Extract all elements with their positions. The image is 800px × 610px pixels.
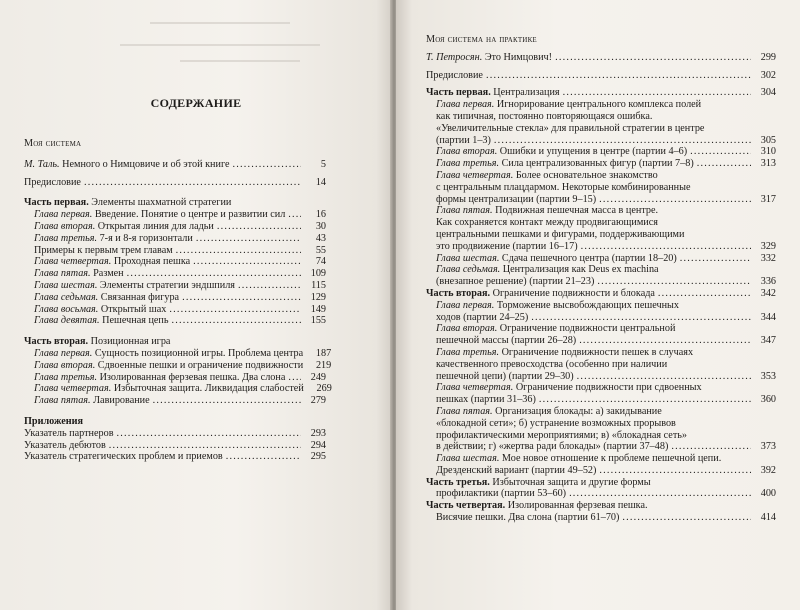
- chapter-label: Глава пятая.: [34, 268, 91, 280]
- leader-dots: [84, 177, 301, 189]
- leader-dots: [531, 312, 751, 324]
- part-title: Изолированная ферзевая пешка.: [507, 500, 648, 512]
- leader-dots: [569, 488, 751, 500]
- entry-title-cont: пешечной цепи) (партии 29–30): [436, 370, 574, 382]
- leader-dots: [169, 304, 301, 316]
- chapter-label: Глава первая.: [436, 99, 495, 111]
- entry-title-cont: ходов (партии 24–25): [436, 311, 529, 323]
- contents-title: СОДЕРЖАНИЕ: [150, 96, 242, 110]
- toc-entry[interactable]: [436, 441, 776, 453]
- chapter-label: Глава шестая.: [34, 279, 98, 291]
- part-title: Централизация: [493, 87, 560, 99]
- entry-title-cont: как типичная, постоянно повторяющаяся ошибка.: [436, 110, 653, 122]
- right-toc: [426, 34, 776, 524]
- entry-title: Открытая линия для ладьи: [97, 220, 214, 232]
- entry-title: Организация блокады: а) закидывание: [495, 405, 662, 417]
- entry-title-cont: (внезапное решение) (партии 21–23): [436, 276, 595, 288]
- leader-dots: [539, 394, 751, 406]
- part-title-cont: Висячие пешки. Два слона (партии 61–70): [436, 512, 620, 524]
- toc-entry[interactable]: [24, 159, 326, 171]
- chapter-label: Глава пятая.: [436, 205, 493, 217]
- entry-title: Указатель стратегических проблем и приемов: [24, 451, 223, 463]
- leader-dots: [622, 512, 751, 524]
- left-page: [0, 0, 392, 610]
- leader-dots: [217, 221, 301, 233]
- entry-title: Ограничение подвижности при сдвоенных: [515, 382, 702, 394]
- part-heading: [24, 336, 326, 348]
- leader-dots: [671, 441, 751, 453]
- toc-entry[interactable]: [24, 428, 326, 440]
- entry-title: Централизация как Deus ex machina: [502, 264, 659, 276]
- entry-page: 155: [310, 315, 326, 327]
- leader-dots: [581, 241, 751, 253]
- entry-page: 329: [760, 240, 776, 252]
- toc-entry[interactable]: [34, 268, 326, 280]
- leader-dots: [172, 315, 301, 327]
- toc-entry[interactable]: [436, 194, 776, 206]
- entry-title: Подвижная пешечная масса в центре.: [495, 205, 659, 217]
- entry-page: 310: [760, 146, 776, 158]
- entry-title: Пешечная цепь: [102, 315, 169, 327]
- entry-author: М. Таль.: [24, 158, 60, 170]
- part-entry[interactable]: [426, 288, 776, 300]
- entry-page: 129: [310, 291, 326, 303]
- toc-entry[interactable]: [34, 280, 326, 292]
- part2-chapter-list: [426, 300, 776, 477]
- toc-entry[interactable]: [436, 158, 776, 170]
- toc-entry[interactable]: [34, 359, 332, 372]
- toc-entry[interactable]: [436, 312, 776, 324]
- part-title-cont: профилактики (партии 53–60): [436, 488, 567, 500]
- toc-entry[interactable]: [436, 394, 776, 406]
- entry-title: Примеры к первым трем главам: [34, 244, 173, 256]
- entry-page: 295: [310, 451, 326, 463]
- entry-title-cont: «блокадной сети»; б) устранение возможных прорывов: [436, 417, 676, 429]
- chapter-label: Глава шестая.: [436, 453, 500, 465]
- section-heading: Моя система на практике: [426, 34, 537, 45]
- part1-chapter-list: [426, 99, 776, 288]
- chapter-label: Глава четвертая.: [436, 169, 514, 181]
- chapter-label: Глава четвертая.: [34, 383, 112, 395]
- part-label: Часть вторая.: [24, 336, 89, 348]
- entry-title: Сдача пешечного центра (партии 18–20): [501, 252, 677, 264]
- entry-page: 347: [760, 335, 776, 347]
- entry-title: Немного о Нимцовиче и об этой книге: [62, 158, 230, 170]
- entry-title-cont: с центральным плацдармом. Некоторые комбинированные: [436, 181, 691, 193]
- leader-dots: [117, 428, 301, 440]
- entry-title-cont: качественного превосходства (особенно при наличии: [436, 358, 668, 370]
- entry-title: Указатель дебютов: [24, 439, 106, 451]
- toc-entry[interactable]: [34, 383, 332, 395]
- toc-entry[interactable]: [436, 276, 776, 288]
- entry-title: Сущность позиционной игры. Проблема центра: [94, 347, 304, 359]
- part-label: Часть четвертая.: [426, 500, 506, 512]
- part-heading: [24, 197, 326, 209]
- entry-title: 7-я и 8-я горизонтали: [99, 232, 193, 244]
- chapter-label: Глава первая.: [34, 209, 93, 221]
- toc-entry[interactable]: [426, 52, 776, 64]
- entry-title: Элементы стратегии эндшпиля: [99, 279, 235, 291]
- entry-title-cont: Как сохраняется контакт между продвигающимися: [436, 217, 658, 229]
- entry-page: 109: [310, 268, 326, 280]
- entry-page: 293: [310, 427, 326, 439]
- chapter-label: Глава третья.: [34, 371, 98, 383]
- leader-dots: [288, 372, 301, 384]
- entry-page: 115: [311, 279, 326, 291]
- leader-dots: [288, 209, 301, 221]
- chapter-label: Глава шестая.: [436, 252, 500, 264]
- entry-title: Изолированная ферзевая пешка. Два слона: [99, 371, 286, 383]
- leader-dots: [599, 194, 751, 206]
- appendix-heading: [24, 416, 326, 428]
- leader-dots: [697, 158, 751, 170]
- entry-page: 14: [315, 176, 326, 188]
- chapter-label: Глава пятая.: [436, 405, 493, 417]
- toc-entry[interactable]: [34, 233, 326, 245]
- toc-entry[interactable]: [436, 253, 776, 265]
- bleed-through-text: [120, 44, 320, 46]
- toc-entry[interactable]: [34, 221, 326, 233]
- toc-entry[interactable]: [34, 256, 326, 268]
- entry-title-cont: в действии; г) «жертва ради блокады» (партии 37–48): [436, 441, 669, 453]
- leader-dots: [182, 292, 301, 304]
- entry-title: Открытый шах: [100, 303, 167, 315]
- entry-page: 5: [320, 158, 326, 170]
- entry-page: 305: [760, 134, 776, 146]
- entry-title: Избыточная защита. Ликвидация слабостей: [113, 383, 304, 395]
- chapter-label: Глава восьмая.: [34, 303, 99, 315]
- toc-entry[interactable]: [24, 177, 326, 189]
- chapter-label: Глава девятая.: [34, 315, 100, 327]
- leader-dots: [226, 451, 301, 463]
- leader-dots: [599, 465, 751, 477]
- part-entry[interactable]: [426, 87, 776, 99]
- chapter-label: Глава первая.: [34, 347, 93, 359]
- appendix-label: Приложения: [24, 415, 84, 427]
- entry-page: 302: [760, 69, 776, 81]
- leader-dots: [555, 52, 751, 64]
- leader-dots: [153, 395, 301, 407]
- entry-page: 400: [760, 488, 776, 500]
- toc-entry[interactable]: [436, 371, 776, 383]
- entry-title: Указатель партнеров: [24, 427, 114, 439]
- leader-dots: [127, 268, 301, 280]
- entry-title: Сила централизованных фигур (партии 7–8): [501, 158, 694, 170]
- leader-dots: [658, 288, 751, 300]
- entry-title: Лавирование: [93, 395, 150, 407]
- part-title: Избыточная защита и другие формы: [492, 476, 651, 488]
- toc-entry[interactable]: [436, 465, 776, 477]
- leader-dots: [597, 276, 751, 288]
- chapter-label: Глава четвертая.: [34, 256, 112, 268]
- entry-title-cont: «Увеличительные стекла» для правильной стратегии в центре: [436, 122, 705, 134]
- entry-title: Предисловие: [24, 176, 81, 188]
- entry-page: 219: [315, 359, 332, 371]
- entry-title-cont: это продвижение (партии 16–17): [436, 240, 578, 252]
- chapter-label: Глава вторая.: [436, 146, 498, 158]
- entry-title-cont: центральными пешками и фигурами, поддерживающими: [436, 228, 685, 240]
- leader-dots: [176, 245, 301, 257]
- chapter-label: Глава пятая.: [34, 395, 91, 407]
- entry-page: 43: [315, 232, 326, 244]
- entry-page: 342: [760, 287, 776, 299]
- entry-page: 269: [316, 383, 332, 395]
- leader-dots: [109, 440, 301, 452]
- entry-page: 353: [760, 370, 776, 382]
- entry-page: 373: [760, 441, 776, 453]
- toc-entry[interactable]: [436, 146, 776, 158]
- part-label: Часть первая.: [426, 87, 491, 99]
- entry-page: 249: [310, 371, 326, 383]
- entry-title: Проходная пешка: [113, 256, 191, 268]
- part-label: Часть третья.: [426, 476, 490, 488]
- entry-page: 332: [760, 252, 776, 264]
- entry-page: 360: [760, 394, 776, 406]
- entry-page: 313: [760, 158, 776, 170]
- entry-page: 149: [310, 303, 326, 315]
- part-entry[interactable]: [426, 488, 776, 500]
- entry-title-cont: пешках (партии 31–36): [436, 394, 536, 406]
- chapter-label: Глава вторая.: [34, 220, 96, 232]
- toc-entry[interactable]: [34, 347, 332, 360]
- leader-dots: [577, 371, 751, 383]
- part-title: Элементы шахматной стратегии: [91, 197, 232, 209]
- right-page: [396, 0, 800, 610]
- entry-title-cont: пешечной массы (партии 26–28): [436, 335, 577, 347]
- entry-page: 74: [315, 256, 326, 268]
- entry-page: 317: [760, 193, 776, 205]
- leader-dots: [690, 146, 751, 158]
- entry-title: Более основательное знакомство: [515, 169, 658, 181]
- entry-title-cont: (партии 1–3): [436, 134, 491, 146]
- toc-entry[interactable]: [34, 372, 326, 384]
- chapter-label: Глава третья.: [34, 232, 98, 244]
- leader-dots: [196, 233, 301, 245]
- entry-title: Ошибки и упущения в центре (партии 4–6): [499, 146, 688, 158]
- entry-title: Связанная фигура: [100, 291, 180, 303]
- leader-dots: [233, 159, 301, 171]
- toc-entry[interactable]: [34, 304, 326, 316]
- part-entry[interactable]: [426, 512, 776, 524]
- entry-page: 16: [315, 209, 326, 221]
- chapter-label: Глава четвертая.: [436, 382, 514, 394]
- toc-entry[interactable]: [34, 395, 326, 407]
- chapter-label: Глава третья.: [436, 346, 500, 358]
- leader-dots: [563, 87, 751, 99]
- toc-entry[interactable]: [24, 451, 326, 463]
- leader-dots: [238, 280, 301, 292]
- entry-title-cont: профилактическими мероприятиями; в) «блокадная сеть»: [436, 429, 688, 441]
- entry-page: 392: [760, 464, 776, 476]
- bleed-through-text: [150, 22, 290, 24]
- toc-entry[interactable]: [34, 315, 326, 327]
- entry-page: 336: [760, 276, 776, 288]
- toc-entry[interactable]: [34, 292, 326, 304]
- entry-title: Предисловие: [426, 69, 483, 81]
- part-title: Позиционная игра: [90, 336, 171, 348]
- part2-chapter-list: [24, 347, 332, 407]
- chapter-label: Глава вторая.: [34, 359, 96, 371]
- entry-title: Размен: [93, 268, 124, 280]
- toc-entry[interactable]: [34, 209, 326, 221]
- entry-title: Сдвоенные пешки и ограничение подвижности: [97, 359, 304, 371]
- toc-entry[interactable]: [436, 135, 776, 147]
- toc-entry[interactable]: [436, 335, 776, 347]
- chapter-label: Глава седьмая.: [34, 291, 99, 303]
- leader-dots: [193, 256, 301, 268]
- entry-page: 279: [310, 395, 326, 407]
- entry-title-cont: формы централизации (партии 9–15): [436, 193, 597, 205]
- left-toc: [24, 138, 332, 463]
- entry-author: Т. Петросян.: [426, 51, 483, 63]
- entry-page: 55: [315, 244, 326, 256]
- leader-dots: [680, 253, 751, 265]
- chapter-label: Глава седьмая.: [436, 264, 501, 276]
- part1-chapter-list: [24, 209, 326, 327]
- part-label: Часть вторая.: [426, 287, 491, 299]
- entry-title-cont: Дрезденский вариант (партии 49–52): [436, 464, 597, 476]
- entry-title: Торможение высвобождающих пешечных: [496, 299, 679, 311]
- entry-title: Введение. Понятие о центре и развитии сил: [94, 209, 286, 221]
- toc-entry[interactable]: [24, 440, 326, 452]
- toc-entry[interactable]: [426, 70, 776, 82]
- entry-page: 30: [315, 220, 326, 232]
- entry-page: 299: [760, 51, 776, 63]
- part-label: Часть первая.: [24, 197, 89, 209]
- leader-dots: [579, 335, 751, 347]
- entry-page: 304: [760, 87, 776, 99]
- entry-title: Игнорирование центрального комплекса полей: [496, 99, 702, 111]
- chapter-label: Глава вторая.: [436, 323, 498, 335]
- entry-page: 187: [315, 347, 332, 359]
- entry-page: 344: [760, 311, 776, 323]
- chapter-label: Глава третья.: [436, 158, 500, 170]
- entry-title: Это Нимцович!: [484, 51, 553, 63]
- bleed-through-text: [180, 60, 300, 62]
- leader-dots: [486, 70, 751, 82]
- part-title: Ограничение подвижности и блокада: [492, 287, 655, 299]
- toc-entry[interactable]: [34, 245, 326, 257]
- entry-page: 414: [760, 512, 776, 524]
- entry-title: Ограничение подвижности пешек в случаях: [501, 346, 694, 358]
- entry-title: Ограничение подвижности центральной: [499, 323, 676, 335]
- leader-dots: [494, 135, 751, 147]
- toc-entry[interactable]: [436, 241, 776, 253]
- entry-page: 294: [310, 439, 326, 451]
- section-heading: Моя система: [24, 138, 82, 149]
- chapter-label: Глава первая.: [436, 299, 495, 311]
- entry-title: Мое новое отношение к проблеме пешечной цепи.: [501, 453, 722, 465]
